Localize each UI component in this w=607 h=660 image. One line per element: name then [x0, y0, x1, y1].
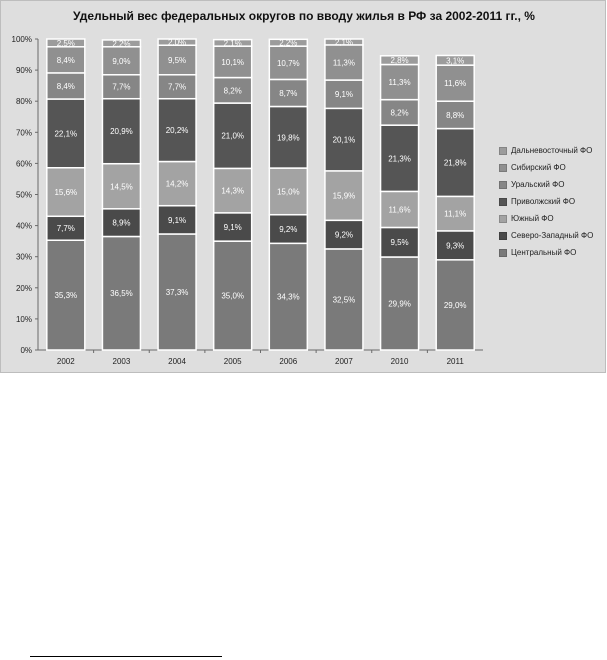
data-label: 2,8% — [390, 56, 409, 66]
x-tick-label: 2011 — [446, 357, 464, 366]
data-label: 2,1% — [223, 38, 242, 48]
data-label: 2,2% — [112, 39, 131, 49]
data-label: 9,0% — [112, 56, 131, 66]
legend-label: Приволжский ФО — [511, 197, 576, 206]
data-label: 36,5% — [110, 289, 133, 299]
data-label: 20,9% — [110, 127, 133, 137]
legend-item — [499, 142, 607, 159]
data-label: 20,1% — [332, 135, 356, 145]
data-label: 2,0% — [167, 38, 187, 48]
x-tick-label: 2007 — [335, 357, 353, 366]
y-tick-label: 100% — [11, 35, 32, 44]
data-label: 8,2% — [223, 86, 242, 96]
x-tick-label: 2010 — [390, 357, 409, 366]
data-label: 7,7% — [56, 224, 75, 234]
legend-swatch — [499, 147, 507, 155]
x-tick-label: 2005 — [223, 357, 242, 366]
y-tick-label: 10% — [15, 314, 32, 324]
legend-swatch — [499, 164, 507, 172]
data-label: 21,0% — [221, 131, 245, 141]
data-label: 15,0% — [276, 187, 300, 197]
data-label: 34,3% — [276, 292, 300, 302]
data-label: 21,8% — [443, 158, 467, 168]
y-tick-label: 20% — [15, 283, 32, 293]
data-label: 15,6% — [54, 188, 78, 198]
data-label: 9,1% — [223, 222, 242, 232]
legend-swatch — [499, 181, 507, 189]
data-label: 20,2% — [165, 126, 189, 136]
legend-item — [499, 159, 607, 176]
data-label: 11,6% — [388, 205, 411, 215]
x-tick-label: 2006 — [279, 357, 298, 366]
data-label: 14,2% — [165, 179, 189, 189]
data-label: 8,4% — [56, 81, 75, 91]
data-label: 29,0% — [443, 300, 467, 310]
data-label: 9,3% — [446, 241, 465, 251]
legend-label: Дальневосточный ФО — [511, 146, 593, 155]
data-label: 15,9% — [332, 191, 356, 201]
data-label: 2,1% — [334, 37, 354, 47]
y-tick-label: 30% — [15, 252, 32, 262]
data-label: 10,7% — [276, 58, 300, 68]
data-label: 11,3% — [388, 78, 411, 88]
data-label: 9,2% — [279, 225, 298, 235]
data-label: 7,7% — [112, 82, 131, 92]
data-label: 3,1% — [446, 56, 465, 66]
data-label: 35,0% — [221, 291, 245, 301]
data-label: 8,9% — [112, 218, 131, 228]
legend-item — [499, 210, 607, 227]
data-label: 8,7% — [279, 88, 298, 98]
legend-label: Центральный ФО — [511, 248, 577, 257]
data-label: 11,3% — [332, 58, 355, 68]
data-label: 9,1% — [334, 90, 354, 100]
data-label: 14,3% — [221, 186, 245, 196]
data-label: 11,6% — [444, 79, 467, 89]
legend-swatch — [499, 215, 507, 223]
data-label: 21,3% — [388, 154, 411, 164]
y-tick-label: 40% — [15, 221, 32, 231]
data-label: 22,1% — [54, 129, 78, 139]
data-label: 10,1% — [221, 57, 245, 67]
y-tick-label: 80% — [15, 97, 32, 107]
y-tick-label: 90% — [15, 66, 32, 76]
data-label: 2,5% — [56, 38, 75, 48]
data-label: 14,5% — [110, 182, 133, 192]
legend-swatch — [499, 232, 507, 240]
legend-label: Северо-Западный ФО — [511, 231, 594, 240]
x-tick-label: 2004 — [168, 357, 186, 366]
data-label: 7,7% — [167, 82, 187, 92]
legend-swatch — [499, 198, 507, 206]
data-label: 11,1% — [444, 209, 467, 219]
data-label: 37,3% — [165, 287, 189, 297]
legend-item — [499, 227, 607, 244]
data-label: 32,5% — [332, 295, 356, 305]
legend-item — [499, 176, 607, 193]
data-label: 9,5% — [167, 55, 187, 65]
data-label: 29,9% — [388, 299, 411, 309]
y-tick-label: 50% — [15, 190, 32, 200]
legend-label: Южный ФО — [511, 214, 554, 223]
y-tick-label: 70% — [15, 128, 32, 138]
legend — [499, 142, 607, 261]
data-label: 8,4% — [56, 55, 75, 65]
data-label: 9,2% — [334, 230, 354, 240]
legend-label: Сибирский ФО — [511, 163, 566, 172]
data-label: 8,8% — [446, 110, 465, 120]
footnote-separator — [30, 656, 222, 657]
y-tick-label: 60% — [15, 159, 32, 169]
data-label: 9,1% — [167, 215, 187, 225]
data-label: 8,2% — [390, 108, 409, 118]
data-label: 35,3% — [54, 291, 78, 301]
x-tick-label: 2003 — [112, 357, 131, 366]
data-label: 19,8% — [276, 133, 300, 143]
legend-item — [499, 193, 607, 210]
legend-label: Уральский ФО — [511, 180, 565, 189]
legend-swatch — [499, 249, 507, 257]
data-label: 9,5% — [390, 238, 409, 248]
legend-item — [499, 244, 607, 261]
data-label: 2,2% — [279, 38, 298, 48]
y-tick-label: 0% — [20, 346, 32, 355]
x-tick-label: 2002 — [56, 357, 75, 366]
chart-title: Удельный вес федеральных округов по вводу жилья в РФ за 2002-2011 гг., % — [73, 9, 535, 23]
